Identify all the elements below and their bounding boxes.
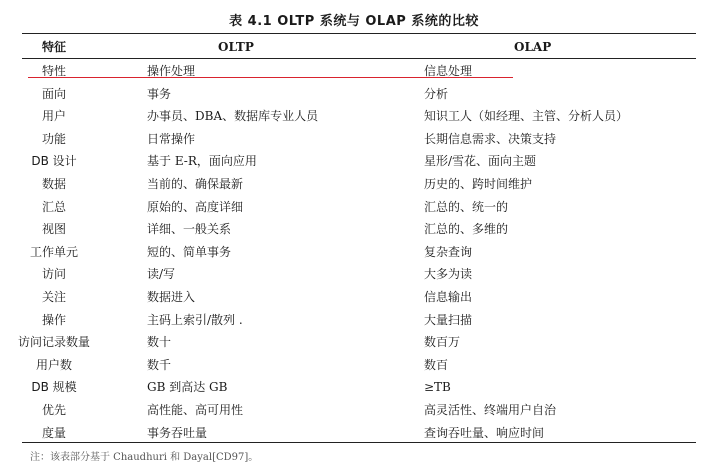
table-row	[0, 376, 708, 398]
header-olap: OLAP	[514, 40, 552, 54]
cell-oltp: 原始的、高度详细	[147, 199, 244, 214]
table-row	[0, 150, 708, 172]
cell-oltp: 高性能、高可用性	[147, 403, 244, 417]
cell-oltp: 短的、简单事务	[147, 244, 232, 259]
table-row	[0, 83, 708, 105]
table-row	[0, 60, 708, 82]
cell-oltp: 办事员、DBA、数据库专业人员	[147, 109, 319, 124]
cell-olap: 星形/雪花、面向主题	[424, 154, 537, 169]
cell-oltp: 数千	[147, 357, 172, 372]
cell-olap: 大多为读	[424, 267, 473, 282]
table-row	[0, 354, 708, 376]
cell-oltp: 数据进入	[147, 290, 196, 304]
header-feature: 特征	[41, 40, 66, 54]
cell-olap: 汇总的、多维的	[424, 222, 509, 237]
cell-olap: 长期信息需求、决策支持	[424, 131, 557, 146]
table-row	[0, 241, 708, 263]
cell-olap: 汇总的、统一的	[424, 199, 509, 214]
table-row	[0, 128, 708, 150]
cell-oltp: 详细、一般关系	[147, 222, 232, 237]
cell-feature: 关注	[41, 290, 66, 304]
cell-oltp: GB 到高达 GB	[147, 380, 228, 395]
cell-feature: DB 设计	[31, 154, 77, 169]
cell-feature: 功能	[41, 131, 66, 146]
top-rule	[22, 33, 696, 34]
table-row	[0, 105, 708, 127]
cell-feature: DB 规模	[31, 380, 77, 395]
cell-olap: ≥TB	[424, 380, 451, 395]
cell-oltp: 操作处理	[147, 64, 196, 78]
cell-feature: 用户数	[35, 357, 72, 372]
cell-feature: 访问	[41, 267, 66, 282]
header-rule	[22, 58, 696, 59]
cell-feature: 面向	[41, 86, 66, 101]
table-row	[0, 286, 708, 308]
cell-olap: 信息输出	[424, 290, 473, 304]
table-row	[0, 399, 708, 421]
cell-feature: 特性	[41, 64, 66, 78]
table-row	[0, 173, 708, 195]
footnote: 注：该表部分基于 Chaudhuri 和 Dayal[CD97]。	[30, 452, 259, 463]
cell-olap: 查询吞吐量、响应时间	[424, 425, 545, 440]
table-row	[0, 422, 708, 444]
header-oltp: OLTP	[218, 40, 254, 54]
cell-olap: 历史的、跨时间维护	[424, 177, 533, 191]
cell-olap: 信息处理	[424, 64, 473, 78]
table-row	[0, 309, 708, 331]
cell-olap: 复杂查询	[424, 244, 473, 259]
cell-oltp: 主码上索引/散列 .	[147, 312, 243, 327]
cell-feature: 访问记录数量	[17, 335, 90, 350]
cell-feature: 用户	[41, 109, 66, 124]
cell-oltp: 数十	[147, 335, 172, 350]
cell-olap: 数百万	[424, 335, 461, 350]
cell-oltp: 读/写	[147, 267, 176, 282]
cell-feature: 度量	[41, 425, 66, 440]
cell-feature: 优先	[41, 403, 66, 417]
table-row	[0, 263, 708, 285]
table-row	[0, 196, 708, 218]
cell-oltp: 基于 E-R，面向应用	[147, 154, 257, 169]
table-row	[0, 331, 708, 353]
cell-oltp: 日常操作	[147, 131, 196, 146]
bottom-rule	[22, 442, 696, 443]
cell-olap: 数百	[424, 357, 449, 372]
cell-feature: 汇总	[41, 199, 66, 214]
cell-olap: 分析	[424, 86, 449, 101]
cell-feature: 操作	[41, 312, 66, 327]
cell-olap: 知识工人（如经理、主管、分析人员）	[424, 109, 629, 124]
cell-oltp: 事务吞吐量	[147, 425, 208, 440]
cell-oltp: 当前的、确保最新	[147, 177, 244, 191]
cell-olap: 大量扫描	[424, 312, 473, 327]
cell-olap: 高灵活性、终端用户自治	[424, 403, 557, 417]
table-row	[0, 218, 708, 240]
table-title: 表 4.1 OLTP 系统与 OLAP 系统的比较	[229, 14, 479, 29]
cell-feature: 视图	[41, 222, 66, 237]
cell-feature: 数据	[41, 177, 66, 191]
cell-oltp: 事务	[147, 86, 172, 101]
cell-feature: 工作单元	[29, 244, 78, 259]
